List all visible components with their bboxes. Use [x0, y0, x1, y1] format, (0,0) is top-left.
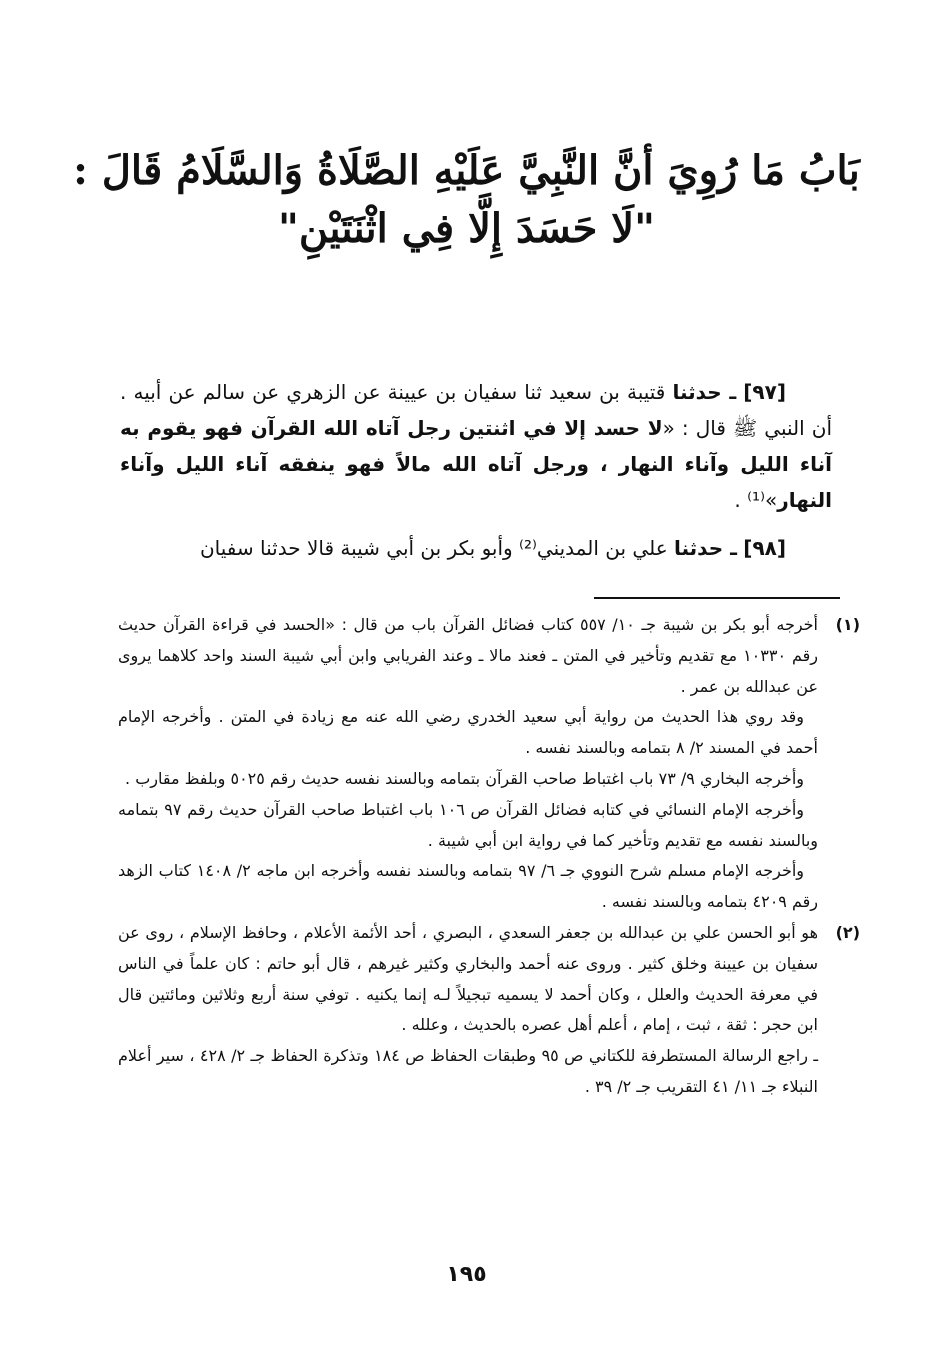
footnote-2-content: [118, 918, 818, 1103]
footnote-1-paragraph: وأخرجه الإمام النسائي في كتابه فضائل القرآن ص ١٠٦ باب اغتباط صاحب القرآن حديث رقم ٩٧ بتمامه وبالسند نفسه مع تقديم وتأخير كما في رواية ابن أبي شيبة .: [118, 799, 818, 850]
footnote-1: [118, 610, 860, 918]
hadith-97: [120, 374, 832, 518]
page-number: ١٩٥: [446, 1262, 487, 1287]
footnote-1-paragraph: أخرجه أبو بكر بن شيبة جـ ١٠/ ٥٥٧ كتاب فضائل القرآن باب من قال : «الحسد في قراءة القرآن حديث رقم ١٠٣٣٠ مع تقديم وتأخير في المتن ـ فعند مالا ـ وعند الفريابي وابن أبي شيبة السند واحد كلاهما يروى عن عبدالله بن عمر .: [118, 615, 819, 696]
hadith-98: [120, 530, 832, 566]
main-text: [120, 374, 832, 578]
hadith-97-number: [٩٧]: [743, 380, 786, 404]
footnote-1-content: [118, 610, 818, 918]
hadith-97-end: »⁽¹⁾ .: [734, 488, 778, 512]
footnote-1-paragraph: وقد روي هذا الحديث من رواية أبي سعيد الخدري رضي الله عنه مع زيادة في المتن . وأخرجه الإمام أحمد في المسند ٢/ ٨ بتمامه وبالسند نفسه .: [118, 707, 818, 758]
footnote-1-paragraph: وأخرجه الإمام مسلم شرح النووي جـ ٦/ ٩٧ بتمامه وبالسند نفسه وأخرجه ابن ماجه ٢/ ١٤٠٨ كتاب الزهد رقم ٤٢٠٩ بتمامه وبالسند نفسه .: [118, 861, 818, 912]
hadith-98-number: [٩٨]: [743, 536, 786, 560]
footnote-1-paragraph: وأخرجه البخاري ٩/ ٧٣ باب اغتباط صاحب القرآن بتمامه وبالسند نفسه حديث رقم ٥٠٢٥ وبلفظ مقارب .: [125, 768, 804, 788]
footnote-separator: [594, 597, 840, 599]
footnotes: [118, 610, 860, 1103]
hadith-98-lead: ـ حدثنا: [673, 536, 737, 560]
hadith-97-quote: لا حسد إلا في اثنتين رجل آتاه الله القرآن فهو يقوم به آناء الليل وآناء النهار ، ورجل آتاه الله مالاً فهو ينفقه آناء الليل وآناء النهار: [120, 416, 832, 512]
footnote-2: [118, 918, 860, 1103]
footnote-1-marker: (١): [835, 615, 860, 634]
chapter-title-line-2: "لَا حَسَدَ إِلَّا فِي اثْنَتَيْنِ": [278, 205, 655, 252]
footnote-2-paragraph: هو أبو الحسن علي بن عبدالله بن جعفر السعدي ، البصري ، أحد الأئمة الأعلام ، وحافظ الإسلام ، روى عن سفيان بن عيينة وخلق كثير . وروى عنه أحمد والبخاري وكثير غيرهم ، قال أبو حاتم : كان علماً في الناس في معرفة الحديث والعلل ، وكان أحمد لا يسميه تبجيلاً لـه إنما يكنيه . توفي سنة أربع وثلاثين ومائتين قال ابن حجر : ثقة ، ثبت ، إمام ، أعلم أهل عصره بالحديث ، وعلله .: [118, 922, 818, 1035]
footnote-2-paragraph: ـ راجع الرسالة المستطرفة للكتاني ص ٩٥ وطبقات الحفاظ ص ١٨٤ وتذكرة الحفاظ جـ ٢/ ٤٢٨ ، سير أعلام النبلاء جـ ١١/ ٤١ التقريب جـ ٢/ ٣٩ .: [118, 1046, 819, 1096]
hadith-97-lead: ـ حدثنا: [672, 380, 737, 404]
footnote-2-marker: (٢): [835, 922, 860, 942]
chapter-title: [0, 142, 933, 258]
chapter-title-line-1: بَابُ مَا رُوِيَ أنَّ النَّبِيَّ عَلَيْهِ الصَّلَاةُ وَالسَّلَامُ قَالَ :: [73, 147, 860, 194]
hadith-98-isnad: علي بن المديني⁽²⁾ وأبو بكر بن أبي شيبة قالا حدثنا سفيان: [199, 536, 668, 560]
hadith-97-isnad: قتيبة بن سعيد ثنا سفيان بن عيينة عن الزهري عن سالم عن أبيه . أن النبي ﷺ قال : «: [120, 380, 833, 440]
